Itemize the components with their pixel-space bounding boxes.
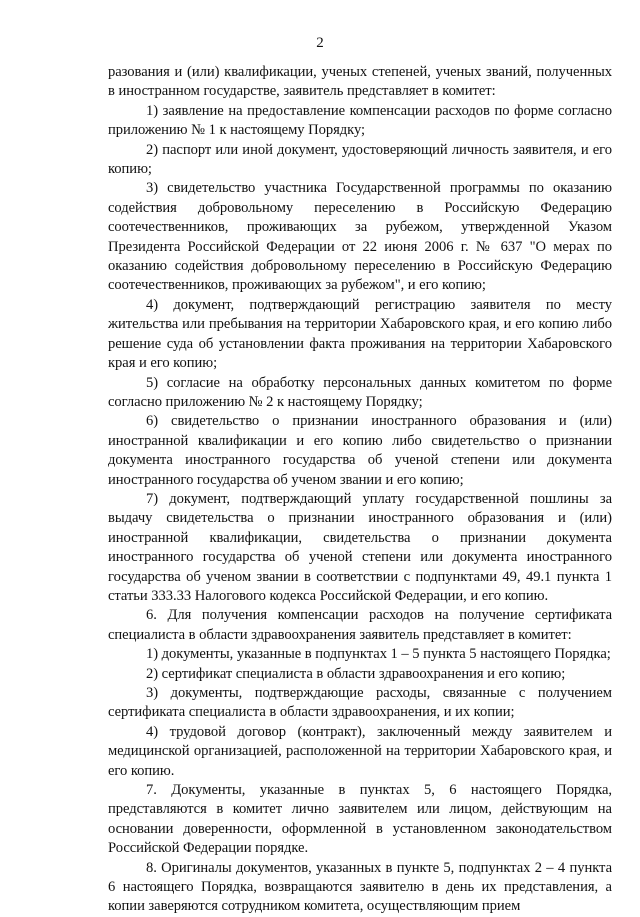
paragraph-item-4-registration: 4) документ, подтверждающий регистрацию заявителя по месту жительства или пребывания на территории Хабаровского края, и его копию либо решение суда об установлении факта проживания на территории Хабаровского края и его копию; [108,296,612,372]
paragraph-section-6: 6. Для получения компенсации расходов на получение сертификата специалиста в области здравоохранения заявитель представляет в комитет: [108,607,612,643]
paragraph-item-5-consent: 5) согласие на обработку персональных данных комитетом по форме согласно приложению № 2 к настоящему Порядку; [108,374,612,410]
document-body [108,63,612,917]
paragraph-item-1-application: 1) заявление на предоставление компенсации расходов по форме согласно приложению № 1 к настоящему Порядку; [108,102,612,139]
paragraph-item-7-state-fee: 7) документ, подтверждающий уплату государственной пошлины за выдачу свидетельства о признании иностранного образования и (или) иностранной квалификации, свидетельства о признании документа иностранного государства об ученой степени или документа иностранного государства об ученом звании в соответствии с подпунктами 49, 49.1 пункта 1 статьи 333.33 Налогового кодекса Российской Федерации, и его копию. [108,490,612,604]
paragraph-section-6-item-2: 2) сертификат специалиста в области здравоохранения и его копию; [146,665,566,682]
page-number: 2 [316,35,324,51]
paragraph-item-3-program-certificate: 3) свидетельство участника Государственной программы по оказанию содействия добровольному переселению в Российскую Федерацию соотечественников, проживающих за рубежом, утвержденной Указом Президента Российской Федерации от 22 июня 2006 г. № 637 "О мерах по оказанию содействия добровольному переселению в Российскую Федерацию соотечественников, проживающих за рубежом", и его копию; [108,180,612,294]
paragraph-section-6-item-4: 4) трудовой договор (контракт), заключенный между заявителем и медицинской организацией, расположенной на территории Хабаровского края, и его копию. [108,723,612,779]
paragraph-section-6-item-3: 3) документы, подтверждающие расходы, связанные с получением сертификата специалиста в области здравоохранения, и их копии; [108,685,612,721]
paragraph-section-8: 8. Оригиналы документов, указанных в пункте 5, подпунктах 2 – 4 пункта 6 настоящего Порядка, возвращаются заявителю в день их представления, а копии заверяются сотрудником комитета, осуществляющим прием [108,859,612,915]
paragraph-item-6-recognition: 6) свидетельство о признании иностранного образования и (или) иностранной квалификации и его копию либо свидетельство о признании документа иностранного государства об ученой степени или документа иностранного государства об ученом звании и его копию; [108,413,612,488]
paragraph-section-7: 7. Документы, указанные в пунктах 5, 6 настоящего Порядка, представляются в комитет лично заявителем или лицом, действующим на основании доверенности, оформленной в установленном законодательством Российской Федерации порядке. [108,782,612,857]
paragraph-continuation: разования и (или) квалификации, ученых степеней, ученых званий, полученных в иностранном государстве, заявитель представляет в комитет: [108,64,612,100]
paragraph-item-2-passport: 2) паспорт или иной документ, удостоверяющий личность заявителя, и его копию; [108,141,612,178]
paragraph-section-6-item-1: 1) документы, указанные в подпунктах 1 – 5 пункта 5 настоящего Порядка; [146,646,611,663]
